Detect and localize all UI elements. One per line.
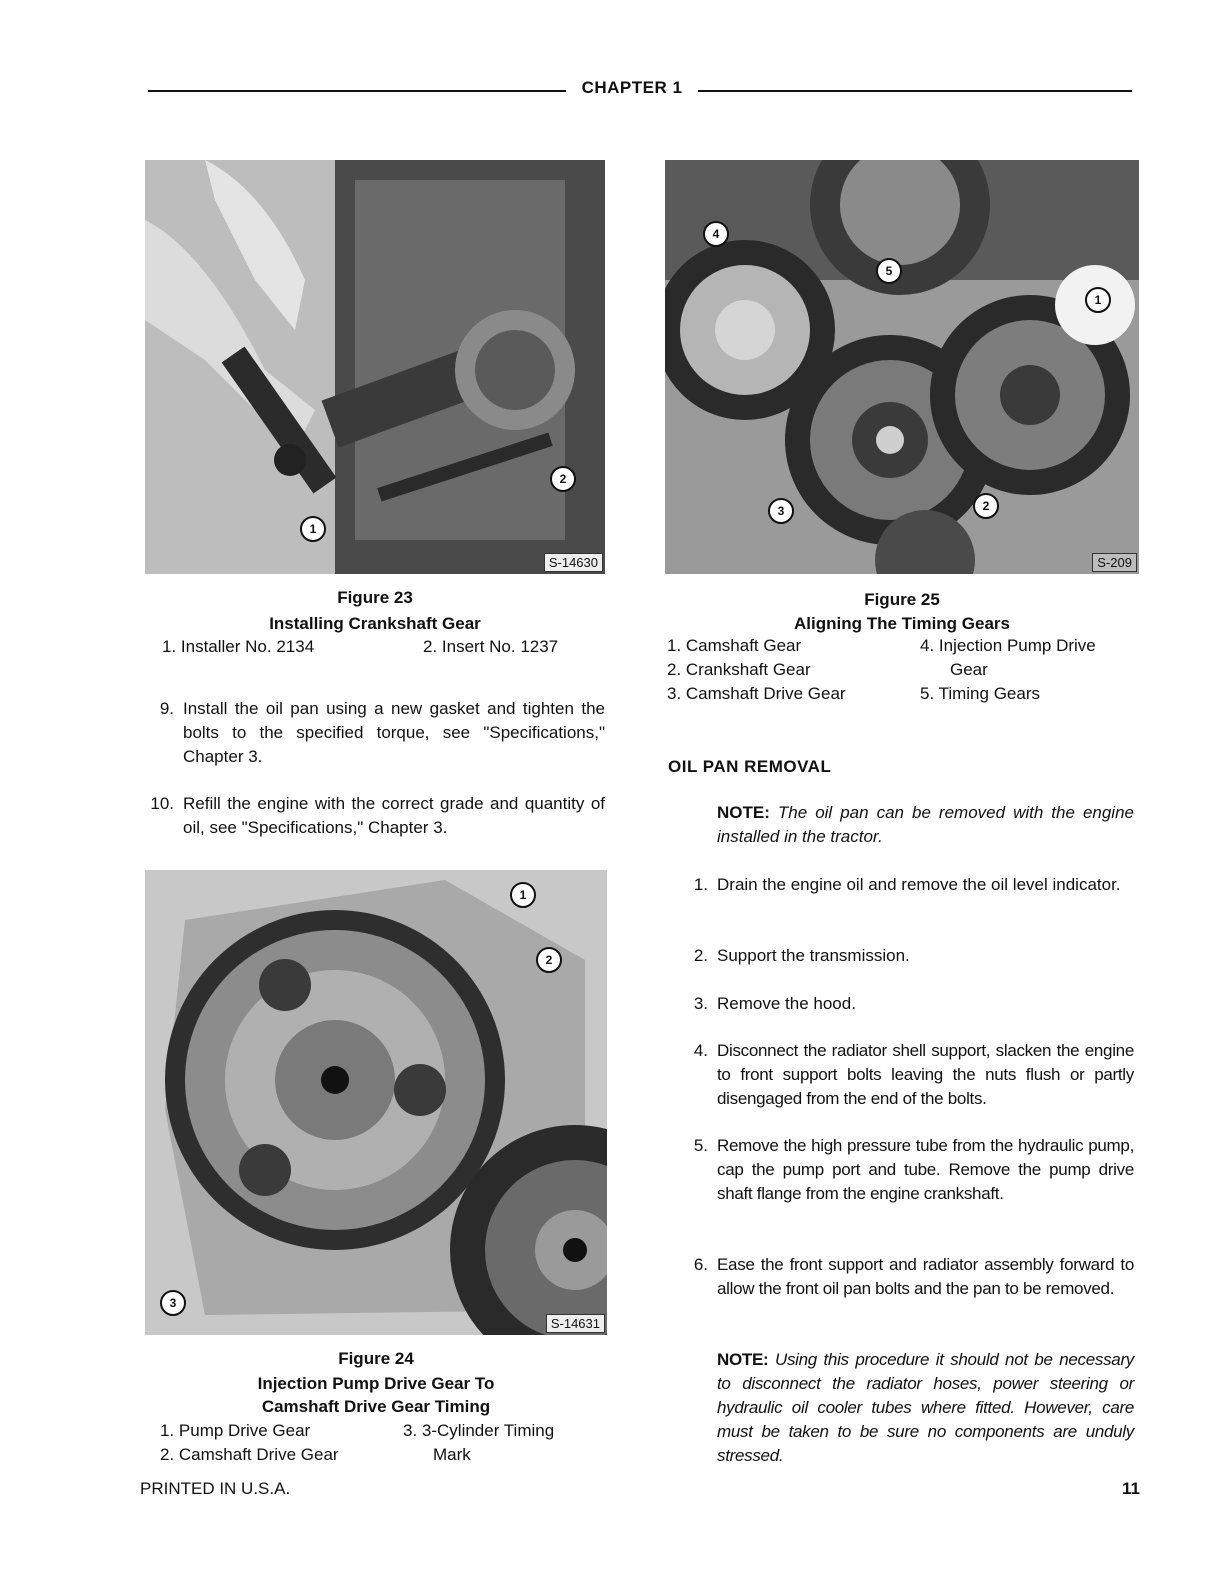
figure-24-callout-3: 3 [160,1290,186,1316]
figure-23-legend-2: 2. Insert No. 1237 [423,637,559,656]
oil-pan-step-3-number: 3. [693,994,708,1013]
step-10-number: 10. [150,794,174,813]
figure-24-number: Figure 24 [338,1349,414,1368]
oil-pan-step-4-number: 4. [693,1041,708,1060]
figure-25-callout-4: 4 [703,221,729,247]
oil-pan-step-5-text: Remove the high pressure tube from the hydraulic pump, cap the pump port and tube. Remove the pump drive shaft flange from the engine crankshaft. [717,1136,1134,1203]
figure-25-callout-3: 3 [768,498,794,524]
note-2-label: NOTE: [717,1350,769,1369]
figure-24-photo [145,870,607,1335]
figure-25-photo [665,160,1139,574]
figure-24-legend-3: 3. 3-Cylinder Timing [403,1421,555,1440]
figure-25-photo-code: S-209 [1092,553,1137,572]
figure-23-title: Installing Crankshaft Gear [269,614,481,633]
section-title-oil-pan-removal: OIL PAN REMOVAL [668,757,832,776]
figure-23-callout-1: 1 [300,516,326,542]
chapter-title: CHAPTER 1 [581,78,683,97]
figure-25-title: Aligning The Timing Gears [794,614,1010,633]
step-9-text: Install the oil pan using a new gasket and tighten the bolts to the specified torque, see "Specifications," Chapter 3. [183,699,605,766]
header-rule-left [148,90,566,92]
figure-25-callout-1: 1 [1085,287,1111,313]
oil-pan-step-2-number: 2. [693,946,708,965]
figure-24-callout-1: 1 [510,882,536,908]
figure-23-photo-code: S-14630 [544,553,603,572]
figure-25-callout-5: 5 [876,258,902,284]
oil-pan-step-2-text: Support the transmission. [717,946,910,965]
oil-pan-step-4 [684,1039,1134,1111]
figure-25-legend-4-cont: Gear [950,660,988,679]
oil-pan-step-1 [684,873,1134,921]
note-2 [717,1348,1134,1468]
figure-24-legend-2: 2. Camshaft Drive Gear [160,1445,339,1464]
note-1-text: The oil pan can be removed with the engine installed in the tractor. [717,803,1134,846]
oil-pan-step-1-text: Drain the engine oil and remove the oil level indicator. [717,875,1121,894]
figure-25-legend-4: 4. Injection Pump Drive [920,636,1096,655]
step-9-number: 9. [159,699,174,718]
oil-pan-step-2 [684,944,1134,968]
figure-25-legend-3: 3. Camshaft Drive Gear [667,684,846,703]
figure-24-legend-3-cont: Mark [433,1445,471,1464]
chapter-header [148,78,1132,102]
oil-pan-step-4-text: Disconnect the radiator shell support, slacken the engine to front support bolts leaving the nuts flush or partly disengaged from the end of the bolts. [717,1041,1134,1108]
oil-pan-step-3 [684,992,1134,1016]
oil-pan-step-3-text: Remove the hood. [717,994,856,1013]
figure-24-title-line-2: Camshaft Drive Gear Timing [261,1397,491,1416]
note-1-label: NOTE: [717,803,770,822]
oil-pan-step-6-number: 6. [693,1255,708,1274]
oil-pan-step-5 [684,1134,1134,1230]
oil-pan-step-1-number: 1. [693,875,708,894]
figure-25-callout-2: 2 [973,493,999,519]
figure-25-legend-2: 2. Crankshaft Gear [667,660,811,679]
figure-23-number: Figure 23 [337,588,413,607]
oil-pan-step-6-text: Ease the front support and radiator assembly forward to allow the front oil pan bolts and the pan to be removed. [717,1255,1134,1298]
figure-25-legend-1: 1. Camshaft Gear [667,636,802,655]
figure-23-callout-2: 2 [550,466,576,492]
footer-printed: PRINTED IN U.S.A. [140,1479,291,1498]
oil-pan-step-5-number: 5. [693,1136,708,1155]
oil-pan-step-6 [684,1253,1134,1325]
figure-25-legend-5: 5. Timing Gears [920,684,1040,703]
figure-25-number: Figure 25 [864,590,940,609]
note-1 [717,801,1134,849]
figure-23-photo [145,160,605,574]
step-10-text: Refill the engine with the correct grade and quantity of oil, see "Specifications," Chapter 3. [183,794,605,837]
step-9 [150,697,605,769]
header-rule-right [698,90,1132,92]
figure-24-legend-1: 1. Pump Drive Gear [160,1421,311,1440]
figure-24-title-line-1: Injection Pump Drive Gear To [257,1374,495,1393]
figure-23-legend-1: 1. Installer No. 2134 [162,637,315,656]
note-2-text: Using this procedure it should not be necessary to disconnect the radiator hoses, power steering or hydraulic oil cooler tubes where fitted. However, care must be taken to be sure no components are unduly stressed. [717,1350,1134,1465]
page-number: 11 [1122,1479,1140,1498]
step-10 [150,792,605,840]
figure-24-photo-code: S-14631 [546,1314,605,1333]
figure-24-callout-2: 2 [536,947,562,973]
